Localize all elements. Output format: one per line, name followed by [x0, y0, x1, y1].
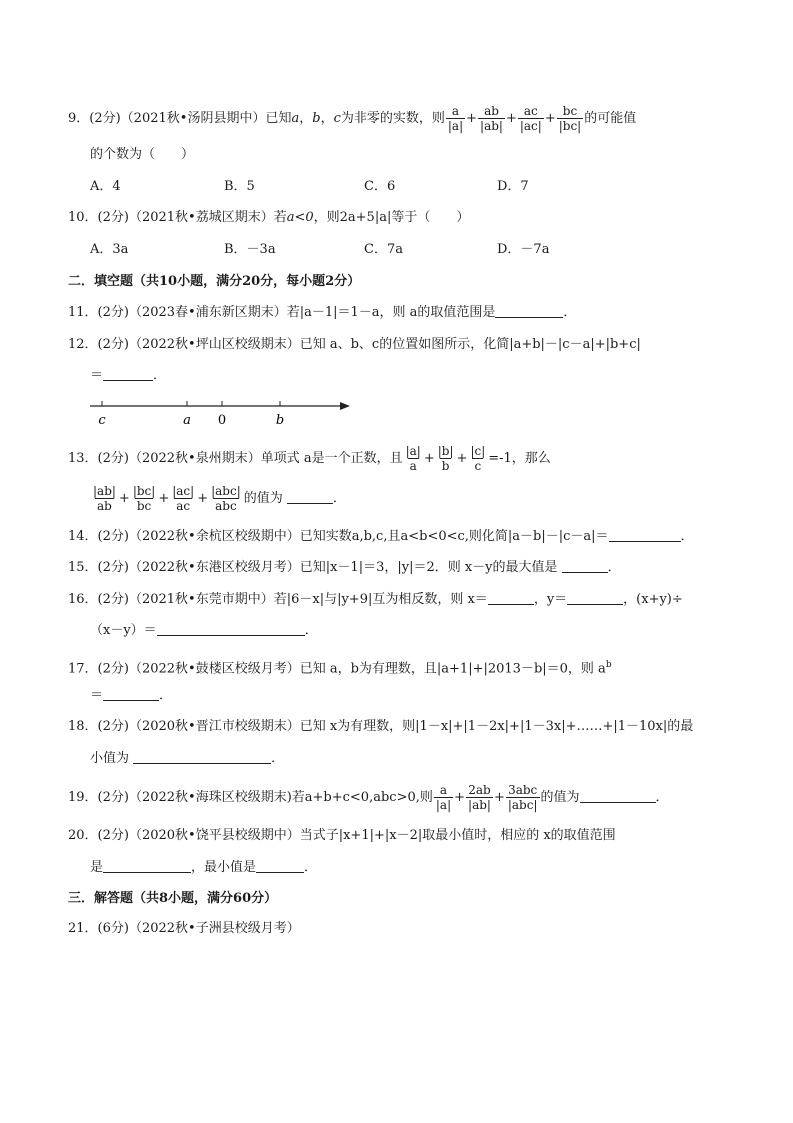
q10-option-a[interactable]: A．3a [90, 242, 129, 257]
question-17-line-2: ＝ ． [90, 688, 173, 703]
q10-option-c[interactable]: C．7a [364, 242, 403, 257]
label-c: c [98, 413, 106, 428]
q9-suffix: 的可能值 [584, 111, 637, 126]
q9-option-c[interactable]: C．6 [364, 179, 396, 194]
question-12-line-1: 12．(2分)（2022秋•坪山区校级期末）已知 a、b、c的位置如图所示，化简|a+b|－|c－a|+|b+c| [68, 337, 641, 352]
q15-text: 15．(2分)（2022秋•东港区校级月考）已知|x－1|＝3，|y|＝2．则 x－y的最大值是 [68, 560, 558, 575]
q13-prefix: 13．(2分)（2022秋•泉州期末）单项式 a是一个正数，且 [68, 451, 403, 466]
q13-frac-1: $\frac{|a|}{a}$ [405, 444, 421, 473]
question-13-line-1: 13．(2分)（2022秋•泉州期末）单项式 a是一个正数，且 $\frac{|a|}{a}$ + $\frac{|b|}{b}$ + $\frac{|c|}{c}$ =-1，那么 [68, 444, 551, 473]
q13-eq: =-1，那么 [488, 451, 551, 466]
label-b: b [275, 413, 285, 428]
question-12-line-2: ＝ ． [90, 368, 167, 383]
number-line-arrow [340, 402, 350, 410]
q15-answer-blank[interactable] [562, 558, 608, 573]
section-2-heading: 二．填空题（共10小题，满分20分，每小题2分） [68, 274, 361, 289]
q10-condition: a<0 [286, 210, 314, 225]
question-20-line-1: 20．(2分)（2020秋•饶平县校级期中）当式子|x+1|+|x－2|取最小值时，相应的 x的取值范围 [68, 828, 616, 843]
q9-frac-4: $\frac{bc}{|bc|}$ [558, 104, 582, 133]
q20-min-blank[interactable] [256, 858, 304, 873]
section-3-heading: 三．解答题（共8小题，满分60分） [68, 891, 278, 906]
q13-frac-3: $\frac{|c|}{c}$ [470, 444, 486, 473]
q13-frac-7: $\frac{\text{|abc|}}{\text{abc}}$ [211, 484, 241, 513]
question-18-line-1: 18．(2分)（2020秋•晋江市校级期末）已知 x为有理数，则|1－x|+|1－2x|+|1－3x|+……+|1－10x|的最 [68, 719, 694, 734]
question-13-line-2: $\frac{|ab|}{ab}$ + $\frac{|bc|}{bc}$ + $\frac{|ac|}{ac}$ + $\frac{\text{|abc|}}{\text{abc}}$ 的值为 ． [93, 484, 346, 513]
label-a: a [183, 413, 191, 428]
q13-frac-2: $\frac{|b|}{b}$ [437, 444, 454, 473]
q14-answer-blank[interactable] [609, 527, 681, 542]
q9-frac-3: $\frac{ac}{|ac|}$ [519, 104, 542, 133]
q9-prefix: 9．(2分)（2021秋•汤阴县期中）已知 [68, 111, 292, 126]
q9-option-d[interactable]: D．7 [497, 179, 529, 194]
q19-frac-2: $\frac{2ab}{|ab|}$ [468, 783, 491, 812]
question-10 [68, 208, 469, 228]
q16-x-blank[interactable] [488, 590, 534, 605]
q9-mid: 为非零的实数，则 [340, 111, 445, 126]
q9-frac-1: $\frac{a}{|a|}$ [447, 104, 464, 133]
question-15: 15．(2分)（2022秋•东港区校级月考）已知|x－1|＝3，|y|＝2．则 x－y的最大值是 ． [68, 560, 621, 575]
q13-frac-4: $\frac{|ab|}{ab}$ [93, 484, 116, 513]
q14-text: 14．(2分)（2022秋•余杭区校级期中）已知实数a,b,c,且a<b<0<c,则化简|a－b|－|c－a|＝ [68, 529, 609, 544]
question-17-line-1: 17．(2分)（2022秋•鼓楼区校级月考）已知 a，b为有理数，且|a+1|+|2013－b|＝0，则 $a^b$ [68, 660, 612, 677]
q16-y-blank[interactable] [567, 590, 623, 605]
q9-option-b[interactable]: B．5 [224, 179, 255, 194]
question-19: 19．(2分)（2022秋•海珠区校级期末)若a+b+c<0,abc>0,则 $\frac{a}{|a|}$ + $\frac{2ab}{|ab|}$ + $\frac{\text{3abc}}{\text{|abc|}}$ 的值为 ． [68, 783, 669, 812]
q18-answer-blank[interactable] [133, 749, 271, 764]
question-16-line-1: 16．(2分)（2021秋•东莞市期中）若|6－x|与|y+9|互为相反数，则 x＝ ，y＝ ，(x+y)÷ [68, 592, 683, 607]
q10-prefix: 10．(2分)（2021秋•荔城区期末）若 [68, 210, 287, 225]
question-9-line-1: 9．(2分)（2021秋•汤阴县期中）已知a，b，c为非零的实数，则 $\frac{a}{|a|}$ + $\frac{ab}{|ab|}$ + $\frac{ac}{|ac|}$ + $\frac{bc}{|bc|}$ 的可能值 [68, 104, 637, 133]
q13-frac-5: $\frac{|bc|}{bc}$ [132, 484, 156, 513]
q10-option-d[interactable]: D．－7a [497, 242, 550, 257]
q16-expr-blank[interactable] [157, 621, 305, 636]
q17-text: 17．(2分)（2022秋•鼓楼区校级月考）已知 a，b为有理数，且|a+1|+|2013－b|＝0，则 a [68, 661, 606, 677]
q19-prefix: 19．(2分)（2022秋•海珠区校级期末)若a+b+c<0,abc>0,则 [68, 790, 433, 805]
question-9-line-2: 的个数为（ ） [90, 147, 195, 162]
question-21: 21．(6分)（2022秋•子洲县校级月考） [68, 921, 300, 936]
question-18-line-2: 小值为 ． [90, 751, 285, 766]
q11-answer-blank[interactable] [495, 303, 563, 318]
q10-mid: ，则2a+5|a|等于（ ） [313, 210, 470, 225]
question-20-line-2: 是 ，最小值是 ． [90, 860, 318, 875]
question-11: 11．(2分)（2023春•浦东新区期末）若|a－1|＝1－a，则 a的取值范围是 ． [68, 305, 577, 320]
q12-number-line [88, 396, 358, 430]
q12-answer-blank[interactable] [103, 366, 153, 381]
q19-frac-3: $\frac{\text{3abc}}{\text{|abc|}}$ [507, 783, 538, 812]
q13-answer-blank[interactable] [287, 489, 333, 504]
q9-option-a[interactable]: A．4 [90, 179, 121, 194]
q19-answer-blank[interactable] [580, 788, 656, 803]
question-16-line-2: （x－y）＝ ． [90, 623, 318, 638]
q17-answer-blank[interactable] [103, 686, 159, 701]
q16-text: 16．(2分)（2021秋•东莞市期中）若|6－x|与|y+9|互为相反数，则 x＝ [68, 592, 488, 607]
q20-range-blank[interactable] [103, 858, 191, 873]
question-14: 14．(2分)（2022秋•余杭区校级期中）已知实数a,b,c,且a<b<0<c,则化简|a－b|－|c－a|＝ ． [68, 529, 694, 544]
q13-frac-6: $\frac{|ac|}{ac}$ [172, 484, 195, 513]
q19-frac-1: $\frac{a}{|a|}$ [435, 783, 452, 812]
q10-option-b[interactable]: B．－3a [224, 242, 276, 257]
q11-text: 11．(2分)（2023春•浦东新区期末）若|a－1|＝1－a，则 a的取值范围是 [68, 305, 496, 320]
label-0: 0 [217, 413, 227, 428]
q9-frac-2: $\frac{ab}{|ab|}$ [480, 104, 503, 133]
